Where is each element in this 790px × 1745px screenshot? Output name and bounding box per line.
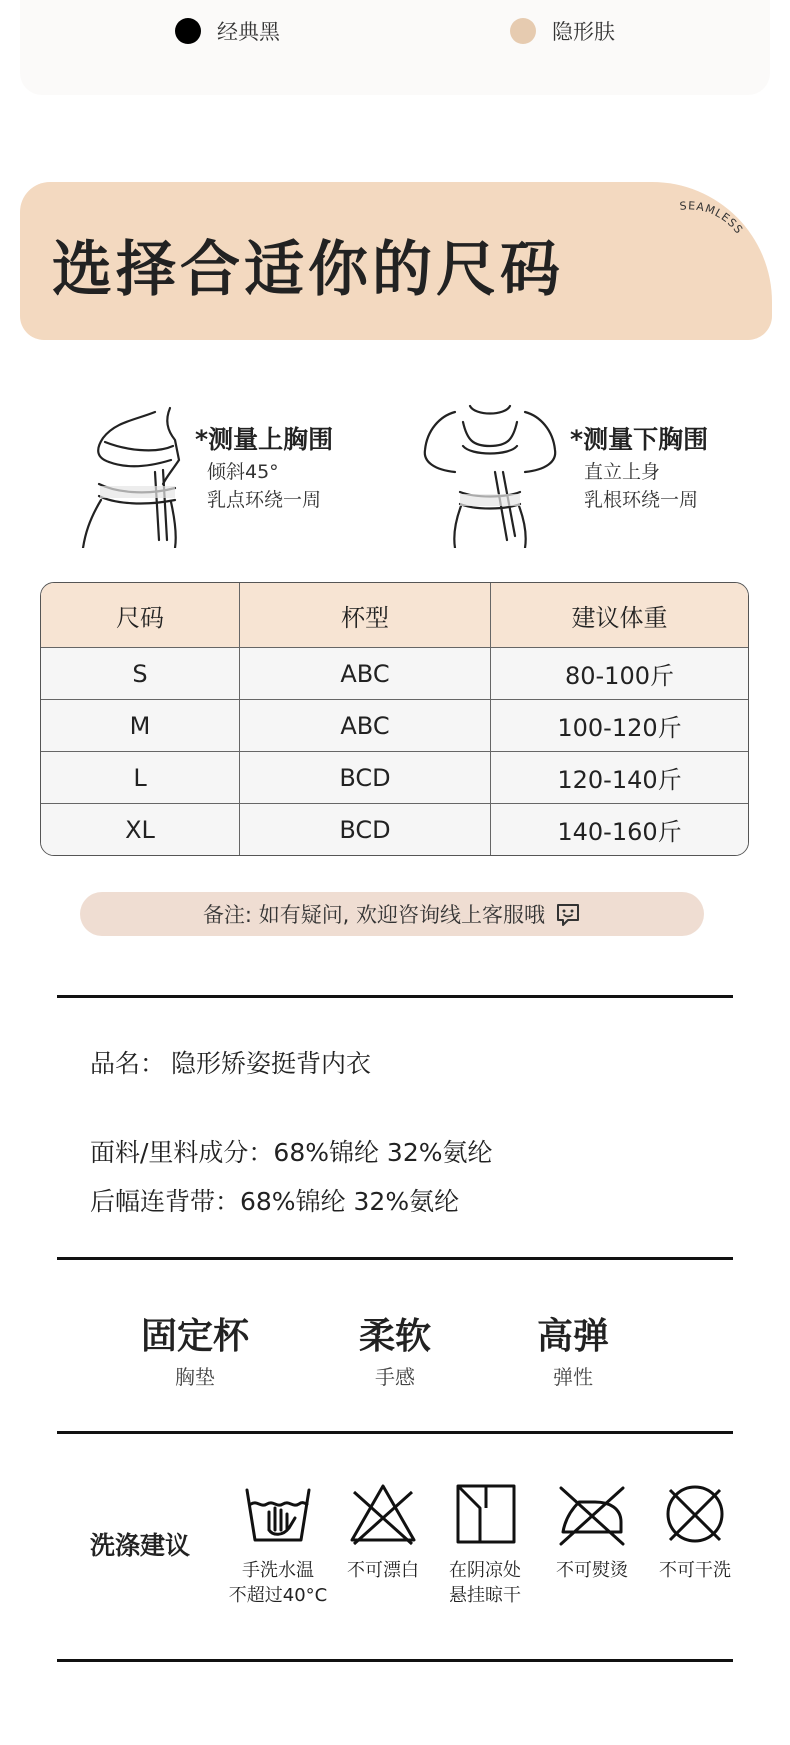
column-header-size: 尺码 [41,583,240,648]
cup-cell: BCD [240,804,491,856]
size-cell: S [41,648,240,700]
table-row [41,804,748,856]
product-name-value: 隐形矫姿挺背内衣 [171,1049,372,1078]
weight-cell: 100-120斤 [491,700,749,752]
feature-title: 固定杯 [140,1316,249,1357]
black-swatch [175,18,201,44]
fabric-composition: 面料/里料成分：68%锦纶 32%氨纶 [90,1138,493,1167]
hand-wash-icon [243,1482,313,1546]
lower-bust-title: *测量下胸围 [570,425,709,454]
size-cell: L [41,752,240,804]
care-item-hand-wash [223,1482,333,1608]
note-text: 备注: 如有疑问, 欢迎咨询线上客服哦 [202,903,546,927]
lower-bust-step-1: 直立上身 [584,461,661,483]
color-option-label: 经典黑 [217,20,280,44]
feature-subtitle: 胸垫 [175,1365,215,1389]
product-name [90,1044,371,1080]
column-header-weight: 建议体重 [491,583,749,648]
seamless-stamp [670,198,760,288]
feature-title: 高弹 [536,1316,609,1357]
table-row [41,700,748,752]
care-label: 不可干洗 [659,1560,731,1581]
dry-in-shade-icon [450,1482,520,1546]
no-bleach-icon [348,1482,418,1546]
care-item-dry-in-shade [430,1482,540,1608]
lower-bust-step-2: 乳根环绕一周 [584,489,699,511]
upper-bust-title: *测量上胸围 [195,425,334,454]
table-header-row [41,583,748,648]
back-strap-composition: 后幅连背带：68%锦纶 32%氨纶 [90,1187,460,1216]
feature-subtitle: 手感 [375,1365,415,1389]
feature-elastic [483,1308,663,1390]
upper-bust-step-2: 乳点环绕一周 [207,489,322,511]
feature-title: 柔软 [358,1316,431,1357]
size-table [40,582,749,856]
chat-bubble-icon [555,901,581,927]
feature-fixed-cup [105,1308,285,1390]
weight-cell: 120-140斤 [491,752,749,804]
upper-bust-figure-icon [75,400,195,548]
care-title: 洗涤建议 [90,1531,191,1560]
product-name-label: 品名： [90,1049,166,1078]
size-cell: XL [41,804,240,856]
no-dry-clean-icon [660,1482,730,1546]
divider [57,995,733,998]
color-option-label: 隐形肤 [552,20,615,44]
divider [57,1257,733,1260]
page-title: 选择合适你的尺码 [52,235,564,305]
care-item-no-bleach [328,1482,438,1583]
table-row [41,648,748,700]
divider [57,1431,733,1434]
cup-cell: ABC [240,700,491,752]
svg-text:SEAMLESS: SEAMLESS [679,199,746,237]
lower-bust-figure-icon [415,400,565,548]
care-label: 不可漂白 [347,1560,419,1581]
feature-subtitle: 弹性 [553,1365,593,1389]
care-item-no-iron [537,1482,647,1583]
care-label: 在阴凉处 悬挂晾干 [449,1560,521,1606]
size-cell: M [41,700,240,752]
table-row [41,752,748,804]
color-option-black[interactable] [175,16,280,46]
upper-bust-step-1: 倾斜45° [207,461,279,483]
skin-swatch [510,18,536,44]
weight-cell: 140-160斤 [491,804,749,856]
color-options-card [20,0,770,95]
weight-cell: 80-100斤 [491,648,749,700]
cup-cell: BCD [240,752,491,804]
care-item-no-dry-clean [640,1482,750,1583]
no-iron-icon [557,1482,627,1546]
care-label: 不可熨烫 [556,1560,628,1581]
care-label: 手洗水温 不超过40°C [228,1560,328,1606]
column-header-cup: 杯型 [240,583,491,648]
customer-service-note[interactable] [80,892,704,936]
divider [57,1659,733,1662]
cup-cell: ABC [240,648,491,700]
feature-soft [305,1308,485,1390]
color-option-skin[interactable] [510,16,615,46]
